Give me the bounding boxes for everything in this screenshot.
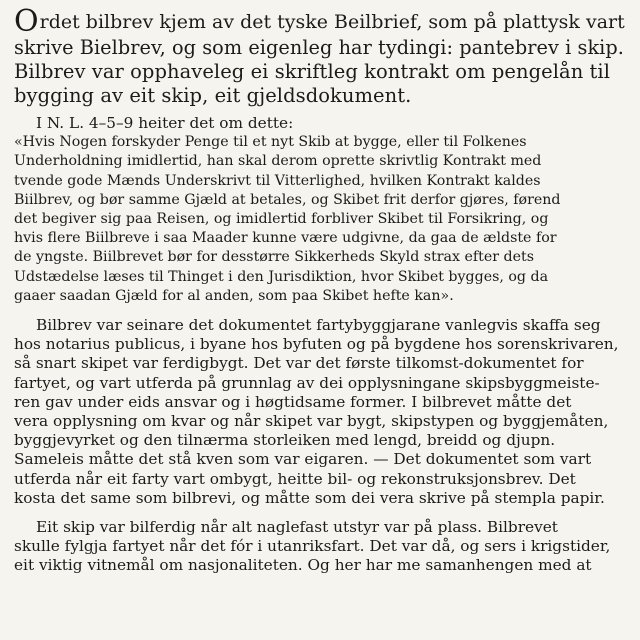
para-line: byggjevyrket og den tilnærma storleiken med lengd, breidd og djupn. [14,431,556,450]
quote-line: Biilbrev, og bør samme Gjæld at betales, og Skibet frit derfor gjøres, førend [14,191,561,208]
para-line: Sameleis måtte det stå kven som var eigaren. — Det dokumentet som vart [14,450,592,469]
para-line: fartyet, og vart utferda på grunnlag av dei opplysningane skipsbyggmeiste- [14,373,600,392]
para-line: utferda når eit farty vart ombygt, heitte bil- og rekonstruksjonsbrev. Det [14,469,576,488]
intro-paragraph [14,8,626,108]
paragraph-gap [14,508,626,518]
quote-line: tvende gode Mænds Underskrivt til Vitterlighed, hvilken Kontrakt kaldes [14,172,541,189]
para-line: ren gav under eids ansvar og i høgtidsame former. I bilbrevet måtte det [14,392,572,411]
intro-line: skrive Bielbrev, og som eigenleg har tydingi: pantebrev i skip. [14,36,624,59]
quote-line: hvis flere Biilbreve i saa Maader kunne være udgivne, da gaa de ældste for [14,230,557,247]
intro-line: Ordet bilbrev kjem av det tyske Beilbrief, som på plattysk vart [14,8,626,36]
paragraph-gap [14,306,626,316]
para-line: så snart skipet var ferdigbygt. Det var det første tilkomst-dokumentet for [14,354,584,373]
quote-line: Udstædelse læses til Thinget i den Jurisdiktion, hvor Skibet bygges, og da [14,268,549,285]
quote-line: «Hvis Nogen forskyder Penge til et nyt Skib at bygge, eller til Folkenes [14,134,527,151]
quote-line: de yngste. Biilbrevet bør for desstørre Sikkerheds Skyld strax efter dets [14,249,535,266]
paragraph-three [14,518,626,576]
para-line: skulle fylgja fartyet når det fór i utanriksfart. Det var då, og sers i krigstider, [14,537,611,556]
document-page [14,8,626,576]
para-line: vera opplysning om kvar og når skipet var bygt, skipstypen og byggjemåten, [14,412,609,431]
intro-line: bygging av eit skip, eit gjeldsdokument. [14,84,412,107]
para-line: eit viktig vitnemål om nasjonaliteten. Og her har me samanhengen med at [14,556,592,575]
intro-line: Bilbrev var opphaveleg ei skriftleg kontrakt om pengelån til [14,60,611,83]
para-line: Eit skip var bilferdig når alt naglefast utstyr var på plass. Bilbrevet [36,518,558,537]
drop-cap: O [14,8,39,36]
quote-line: Underholdning imidlertid, han skal derom oprette skrivtlig Kontrakt med [14,153,542,170]
paragraph-two [14,316,626,508]
law-quote [14,133,626,306]
quote-line: gaaer saadan Gjæld for al anden, som paa Skibet hefte kan». [14,287,454,304]
para-line: Bilbrev var seinare det dokumentet fartybyggjarane vanlegvis skaffa seg [36,316,601,335]
para-line: hos notarius publicus, i byane hos byfuten og på bygdene hos sorenskrivaren, [14,335,619,354]
law-reference: I N. L. 4–5–9 heiter det om dette: [36,114,294,132]
quote-line: det begiver sig paa Reisen, og imidlertid forbliver Skibet til Forsikring, og [14,211,549,228]
body-text [14,114,626,576]
para-line: kosta det same som bilbrevi, og måtte som dei vera skrive på stempla papir. [14,488,605,507]
